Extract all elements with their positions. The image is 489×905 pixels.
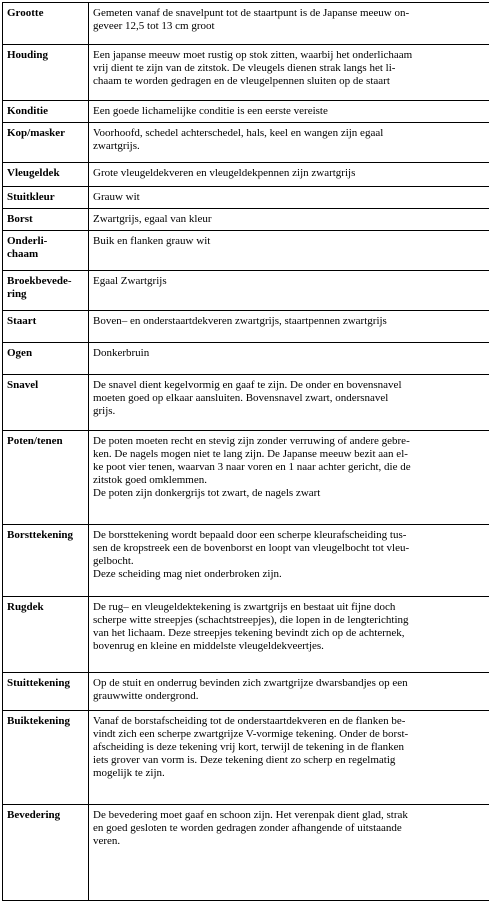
row-text: Op de stuit en onderrug bevinden zich zwartgrijze dwarsbandjes op een grauwwitte ondergrond. (89, 673, 489, 711)
row-text: Voorhoofd, schedel achterschedel, hals, keel en wangen zijn egaal zwartgrijs. (89, 123, 489, 163)
table-row (3, 45, 489, 101)
row-label: Poten/tenen (3, 431, 89, 525)
row-label: Stuittekening (3, 673, 89, 711)
row-text: Gemeten vanaf de snavelpunt tot de staartpunt is de Japanse meeuw on- geveer 12,5 tot 13 cm groot (89, 3, 489, 45)
row-label: Bevedering (3, 805, 89, 901)
row-text: Een japanse meeuw moet rustig op stok zitten, waarbij het onderlichaam vrij dient te zijn van de zitstok. De vleugels dienen strak langs het li- chaam te worden gedragen en de vleugelpennen sluiten op de staart (89, 45, 489, 101)
row-text: Een goede lichamelijke conditie is een eerste vereiste (89, 101, 489, 123)
row-text: Grote vleugeldekveren en vleugeldekpennen zijn zwartgrijs (89, 163, 489, 187)
row-text: De rug– en vleugeldektekening is zwartgrijs en bestaat uit fijne doch scherpe witte streepjes (schachtstreepjes), die lopen in de lengterichting van het lichaam. Deze streepjes tekening bevindt zich op de achternek, bovenrug en kleine en middelste vleugeldekveertjes. (89, 597, 489, 673)
row-label: Buiktekening (3, 711, 89, 805)
table-row (3, 673, 489, 711)
row-text: Donkerbruin (89, 343, 489, 375)
row-label: Snavel (3, 375, 89, 431)
row-label: Grootte (3, 3, 89, 45)
table-row (3, 3, 489, 45)
table-row (3, 209, 489, 231)
table-row (3, 163, 489, 187)
row-label: Kop/masker (3, 123, 89, 163)
row-text: De poten moeten recht en stevig zijn zonder verruwing of andere gebre- ken. De nagels mogen niet te lang zijn. De Japanse meeuw bezit aan el- ke poot vier tenen, waarvan 3 naar voren en 1 naar achter gericht, die de zitstok goed omklemmen. De poten zijn donkergrijs tot zwart, de nagels zwart (89, 431, 489, 525)
table-row (3, 187, 489, 209)
table-row (3, 101, 489, 123)
table-row (3, 231, 489, 271)
table-row (3, 123, 489, 163)
row-text: Vanaf de borstafscheiding tot de onderstaartdekveren en de flanken be- vindt zich een scherpe zwartgrijze V-vormige tekening. Onder de borst- afscheiding is deze tekening vrij kort, terwijl de tekening in de flanken iets grover van vorm is. Deze tekening dient zo scherp en regelmatig mogelijk te zijn. (89, 711, 489, 805)
table-row (3, 525, 489, 597)
row-text: Zwartgrijs, egaal van kleur (89, 209, 489, 231)
table-row (3, 375, 489, 431)
table-row (3, 271, 489, 311)
table-row (3, 597, 489, 673)
table-row (3, 711, 489, 805)
row-label: Stuitkleur (3, 187, 89, 209)
row-label: Borst (3, 209, 89, 231)
row-text: Boven– en onderstaartdekveren zwartgrijs, staartpennen zwartgrijs (89, 311, 489, 343)
row-label: Vleugeldek (3, 163, 89, 187)
row-label: Ogen (3, 343, 89, 375)
row-label: Houding (3, 45, 89, 101)
table-row (3, 805, 489, 901)
row-text: De snavel dient kegelvormig en gaaf te zijn. De onder en bovensnavel moeten goed op elkaar aansluiten. Bovensnavel zwart, ondersnavel grijs. (89, 375, 489, 431)
row-label: Staart (3, 311, 89, 343)
row-label: Konditie (3, 101, 89, 123)
table-row (3, 311, 489, 343)
row-text: De borsttekening wordt bepaald door een scherpe kleurafscheiding tus- sen de kropstreek een de bovenborst en loopt van vleugelbocht tot vleu- gelbocht. Deze scheiding mag niet onderbroken zijn. (89, 525, 489, 597)
row-text: Grauw wit (89, 187, 489, 209)
row-label: Broekbevede- ring (3, 271, 89, 311)
row-text: Egaal Zwartgrijs (89, 271, 489, 311)
row-label: Borsttekening (3, 525, 89, 597)
row-text: Buik en flanken grauw wit (89, 231, 489, 271)
row-text: De bevedering moet gaaf en schoon zijn. Het verenpak dient glad, strak en goed gesloten te worden gedragen zonder afhangende of uitstaande veren. (89, 805, 489, 901)
table-row (3, 343, 489, 375)
standard-table (2, 2, 489, 901)
table-row (3, 431, 489, 525)
row-label: Onderli- chaam (3, 231, 89, 271)
row-label: Rugdek (3, 597, 89, 673)
